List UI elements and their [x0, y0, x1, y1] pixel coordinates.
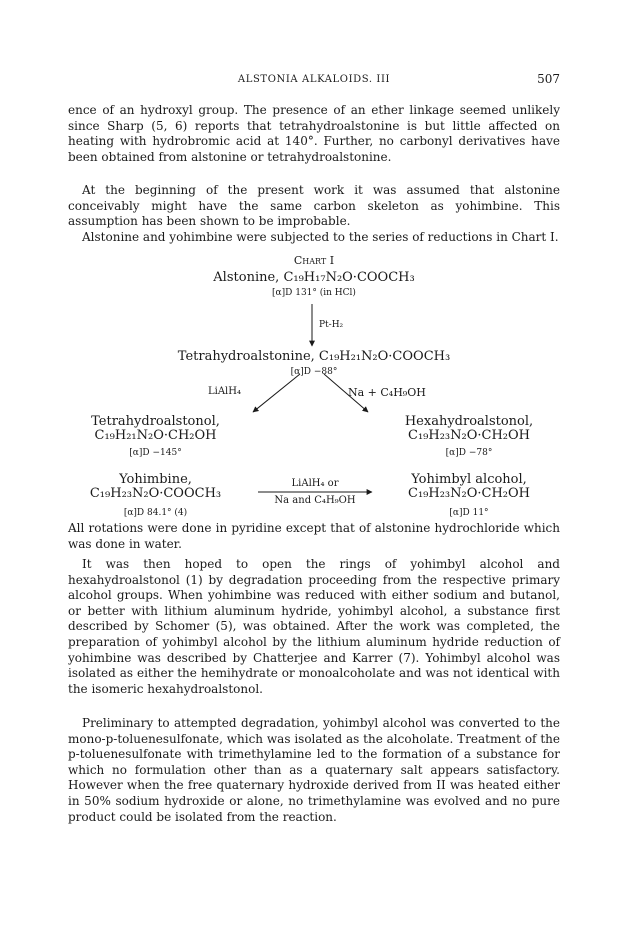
reagent-mid-top: LiAlH₄ or — [291, 478, 339, 489]
tetrahydroalstonine-line — [68, 349, 560, 364]
arrow-lialh4-left — [253, 374, 300, 412]
paragraph-3: Alstonine and yohimbine were subjected to the series of reductions in Chart I. — [82, 230, 559, 244]
hexahydroalstonol-formula: C₁₉H₂₃N₂O·CH₂OH — [408, 428, 530, 443]
paragraph-5: It was then hoped to open the rings of yohimbyl alcohol and hexahydroalstonol (1) by degradation proceeding from the respective primary alcohol groups. When yohimbine was reduced with either sodium and butanol, or better with lithium aluminum hydride, yohimbyl alcohol, a substance first described by Schomer (5), was obtained. After the work was completed, the preparation of yohimbyl alcohol by the lithium aluminum hydride reduction of yohimbine was described by Chatterjee and Karrer (7). Yohimbyl alcohol was isolated as either the hemihydrate or monoalcoholate and was not identical with the isomeric hexahydroalstonol. — [68, 557, 560, 696]
tetrahydroalstonine-rotation: [α]D −88° — [290, 367, 338, 377]
reagent-pt-h2: Pt-H₂ — [319, 320, 344, 330]
alstonine-name: Alstonine, — [213, 270, 284, 285]
page-number: 507 — [537, 72, 560, 86]
tetrahydroalstonol-rotation: [α]D −145° — [129, 448, 182, 458]
alstonine-formula: C₁₉H₁₇N₂O·COOCH₃ — [283, 270, 415, 285]
yohimbyl-alcohol-rotation: [α]D 11° — [449, 508, 489, 518]
tetrahydroalstonol-formula: C₁₉H₂₁N₂O·CH₂OH — [94, 428, 217, 443]
paragraph-6: Preliminary to attempted degradation, yohimbyl alcohol was converted to the mono-p-toluenesulfonate, which was isolated as the alcoholate. Treatment of the p-toluenesulfonate with trimethylamine led to the formation of a substance for which no formulation other than as a quaternary salt appears satisfactory. However when the free quaternary hydroxide derived from II was heated either in 50% sodium hydroxide or alone, no trimethylamine was evolved and no pure product could be isolated from the reaction. — [68, 716, 560, 824]
yohimbyl-alcohol-block — [378, 473, 560, 520]
yohimbine-formula: C₁₉H₂₃N₂O·COOCH₃ — [89, 486, 222, 501]
yohimbyl-alcohol-formula: C₁₉H₂₃N₂O·CH₂OH — [408, 486, 530, 501]
paragraph-2: At the beginning of the present work it was assumed that alstonine conceivably might have the same carbon skeleton as yohimbine. This assumption has been shown to be improbable. — [68, 183, 560, 229]
hexahydroalstonol-rotation: [α]D −78° — [445, 448, 493, 458]
tetrahydroalstonine-name: Tetrahydroalstonine, — [177, 349, 319, 364]
page-header — [68, 72, 560, 88]
reagent-na-butanol: Na + C₄H₉OH — [348, 386, 426, 399]
yohimbine-rotation: [α]D 84.1° (4) — [123, 508, 188, 518]
reagent-lialh4-left: LiAlH₄ — [208, 386, 241, 397]
tetrahydroalstonine-formula: C₁₉H₂₁N₂O·COOCH₃ — [318, 349, 451, 364]
yohimbyl-alcohol-name: Yohimbyl alcohol, — [411, 472, 527, 487]
hexahydroalstonol-name: Hexahydroalstonol, — [404, 414, 534, 429]
yohimbine-block — [68, 473, 243, 520]
reagent-mid-bottom: Na and C₄H₉OH — [274, 495, 356, 506]
hexahydroalstonol-block — [378, 415, 560, 460]
alstonine-line — [68, 270, 560, 285]
yohimbine-name: Yohimbine, — [119, 472, 192, 487]
paragraph-4: All rotations were done in pyridine except that of alstonine hydrochloride which was done in water. — [68, 521, 560, 551]
chart-i-reaction-scheme — [68, 252, 560, 518]
paragraph-1: ence of an hydroxyl group. The presence of an ether linkage seemed unlikely since Sharp (5, 6) reports that tetrahydroalstonine is but little affected on heating with hydrobromic acid at 140°. Further, no carbonyl derivatives have been obtained from alstonine or tetrahydroalstonine. — [68, 103, 560, 164]
chart-title: Chart I — [293, 254, 335, 267]
running-title: ALSTONIA ALKALOIDS. III — [237, 74, 391, 85]
tetrahydroalstonol-name: Tetrahydroalstonol, — [91, 414, 220, 429]
tetrahydroalstonol-block — [68, 415, 243, 460]
alstonine-rotation: [α]D 131° (in HCl) — [272, 288, 356, 298]
